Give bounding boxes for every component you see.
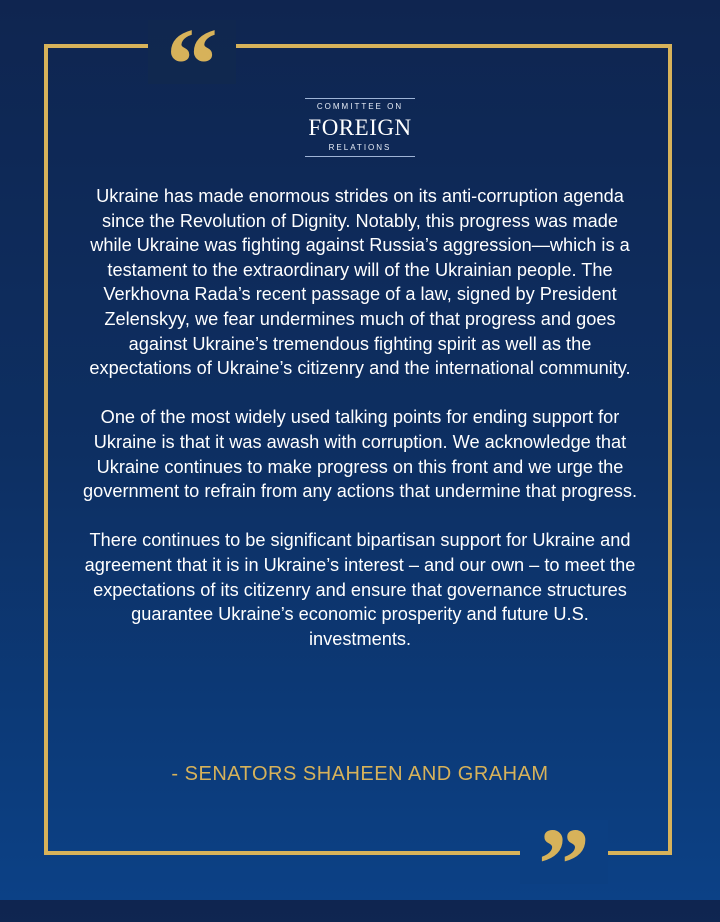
logo-bottom-rule [305,156,415,157]
close-quote-icon: ” [520,820,608,884]
statement-body [80,184,640,676]
logo-line-relations: RELATIONS [328,143,392,152]
statement-paragraph-2: One of the most widely used talking points for ending support for Ukraine is that it was awash with corruption. We acknowledge that Ukraine continues to make progress on this front and we urge the government to refrain from any actions that undermine that progress. [83,407,637,502]
open-quote-icon: “ [148,20,236,84]
statement-paragraph-3: There continues to be significant bipartisan support for Ukraine and agreement that it is in Ukraine’s interest – and our own – to meet the expectations of its citizenry and ensure that governance structures guarantee Ukraine’s economic prosperity and future U.S. investments. [84,530,636,649]
committee-logo [300,98,420,157]
logo-top-rule [305,98,415,99]
logo-line-foreign: FOREIGN [308,115,412,140]
signature-attribution: - SENATORS SHAHEEN AND GRAHAM [171,763,549,785]
statement-paragraph-1: Ukraine has made enormous strides on its anti-corruption agenda since the Revolution of Dignity. Notably, this progress was made while Ukraine was fighting against Russia’s aggression—which is a testament to the extraordinary will of the Ukrainian people. The Verkhovna Rada’s recent passage of a law, signed by President Zelenskyy, we fear undermines much of that progress and goes against Ukraine’s tremendous fighting spirit as well as the expectations of Ukraine’s citizenry and the international community. [89,186,631,379]
logo-line-committee-on: COMMITTEE ON [316,102,404,111]
